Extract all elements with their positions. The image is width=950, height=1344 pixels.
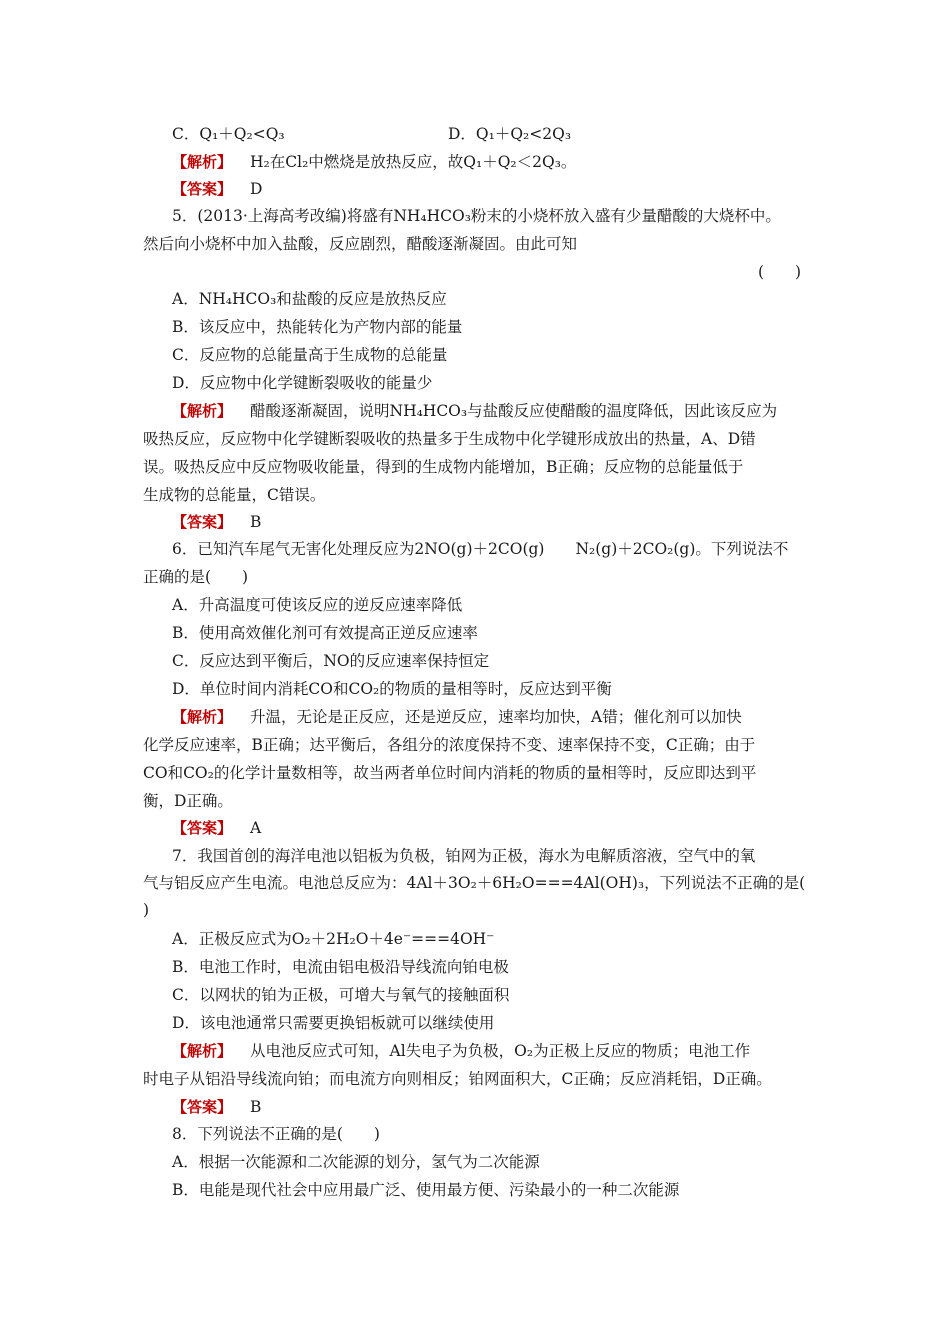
q6-option-b: B．使用高效催化剂可有效提高正逆反应速率 xyxy=(172,624,478,642)
q8-stem: 8．下列说法不正确的是( ) xyxy=(172,1125,380,1143)
analysis-tag: 【解析】 xyxy=(172,153,233,171)
q5-answer-value: B xyxy=(250,513,262,531)
q5-option-b: B．该反应中，热能转化为产物内部的能量 xyxy=(172,318,463,336)
q5-answer-paren: ( ) xyxy=(758,263,802,281)
q4-answer-value: D xyxy=(250,180,263,198)
q4-option-c: C．Q₁＋Q₂<Q₃ xyxy=(172,125,285,143)
q7-answer-value: B xyxy=(250,1098,262,1116)
q7-analysis-line1: 【解析】 从电池反应式可知，Al失电子为负极，O₂为正极上反应的物质；电池工作 xyxy=(172,1042,751,1060)
q6-stem-line1: 6．已知汽车尾气无害化处理反应为2NO(g)＋2CO(g) N₂(g)＋2CO₂(g)。下列说法不 xyxy=(172,540,789,558)
q6-analysis-line4: 衡，D正确。 xyxy=(143,792,233,810)
answer-tag: 【答案】 xyxy=(172,1098,233,1116)
q6-option-c: C．反应达到平衡后，NO的反应速率保持恒定 xyxy=(172,652,490,670)
q5-stem-line1: 5．(2013·上海高考改编)将盛有NH₄HCO₃粉末的小烧杯放入盛有少量醋酸的大烧杯中。 xyxy=(172,207,781,225)
q6-analysis-line2: 化学反应速率，B正确；达平衡后，各组分的浓度保持不变、速率保持不变，C正确；由于 xyxy=(143,736,756,754)
q5-analysis-line4: 生成物的总能量，C错误。 xyxy=(143,486,326,504)
analysis-tag: 【解析】 xyxy=(172,708,233,726)
q7-option-b: B．电池工作时，电流由铝电极沿导线流向铂电极 xyxy=(172,958,509,976)
answer-tag: 【答案】 xyxy=(172,819,233,837)
q5-analysis-line1: 【解析】 醋酸逐渐凝固，说明NH₄HCO₃与盐酸反应使醋酸的温度降低，因此该反应为 xyxy=(172,402,778,420)
q6-stem-line2: 正确的是( ) xyxy=(143,568,249,586)
q7-option-c: C．以网状的铂为正极，可增大与氧气的接触面积 xyxy=(172,986,510,1004)
q4-analysis-text: H₂在Cl₂中燃烧是放热反应，故Q₁＋Q₂＜2Q₃。 xyxy=(250,153,577,171)
answer-tag: 【答案】 xyxy=(172,513,233,531)
q5-analysis-line3: 误。吸热反应中反应物吸收能量，得到的生成物内能增加，B正确；反应物的总能量低于 xyxy=(143,458,744,476)
q5-stem-line2: 然后向小烧杯中加入盐酸，反应剧烈，醋酸逐渐凝固。由此可知 xyxy=(143,235,578,253)
q5-option-d: D．反应物中化学键断裂吸收的能量少 xyxy=(172,374,433,392)
q7-stem-line3: ) xyxy=(143,901,150,919)
q7-option-a: A．正极反应式为O₂＋2H₂O＋4e⁻===4OH⁻ xyxy=(172,930,495,948)
q5-option-a: A．NH₄HCO₃和盐酸的反应是放热反应 xyxy=(172,290,447,308)
q5-answer xyxy=(172,512,261,532)
q4-analysis xyxy=(172,152,576,172)
q4-option-d: D．Q₁＋Q₂<2Q₃ xyxy=(448,125,572,143)
q6-option-d: D．单位时间内消耗CO和CO₂的物质的量相等时，反应达到平衡 xyxy=(172,680,612,698)
q7-analysis-line2: 时电子从铝沿导线流向铂；而电流方向则相反；铂网面积大，C正确；反应消耗铝，D正确。 xyxy=(143,1070,772,1088)
analysis-tag: 【解析】 xyxy=(172,402,233,420)
q6-analysis-line1: 【解析】 升温，无论是正反应，还是逆反应，速率均加快，A错；催化剂可以加快 xyxy=(172,708,742,726)
q6-answer-value: A xyxy=(250,819,262,837)
q6-analysis-line3: CO和CO₂的化学计量数相等，故当两者单位时间内消耗的物质的量相等时，反应即达到平 xyxy=(143,764,757,782)
analysis-tag: 【解析】 xyxy=(172,1042,233,1060)
q8-option-b: B．电能是现代社会中应用最广泛、使用最方便、污染最小的一种二次能源 xyxy=(172,1181,680,1199)
q7-stem-line2: 气与铝反应产生电流。电池总反应为：4Al＋3O₂＋6H₂O===4Al(OH)₃，下列说法不正确的是( xyxy=(143,874,806,892)
q7-option-d: D．该电池通常只需要更换铝板就可以继续使用 xyxy=(172,1014,495,1032)
q8-option-a: A．根据一次能源和二次能源的划分，氢气为二次能源 xyxy=(172,1153,540,1171)
q4-answer xyxy=(172,179,262,199)
q7-answer xyxy=(172,1097,261,1117)
q6-option-a: A．升高温度可使该反应的逆反应速率降低 xyxy=(172,596,463,614)
answer-tag: 【答案】 xyxy=(172,180,233,198)
q5-option-c: C．反应物的总能量高于生成物的总能量 xyxy=(172,346,448,364)
q5-analysis-line2: 吸热反应，反应物中化学键断裂吸收的热量多于生成物中化学键形成放出的热量，A、D错 xyxy=(143,430,756,448)
q6-answer xyxy=(172,818,261,838)
q7-stem-line1: 7．我国首创的海洋电池以铝板为负极，铂网为正极，海水为电解质溶液，空气中的氧 xyxy=(172,847,756,865)
